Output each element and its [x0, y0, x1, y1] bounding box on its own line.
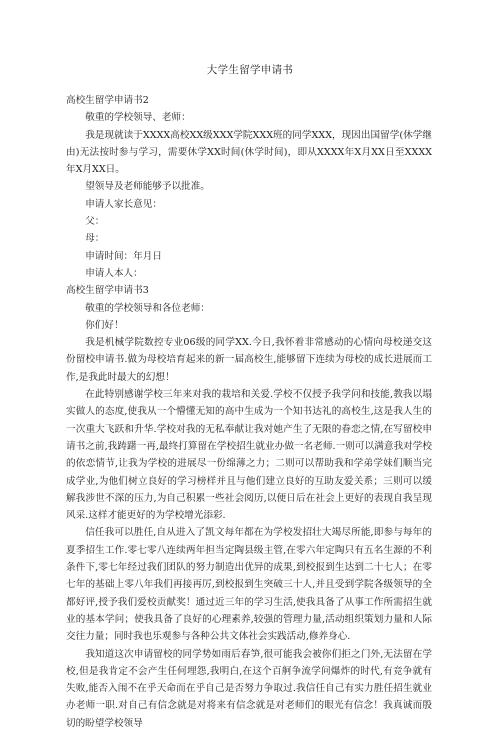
- body-paragraph: 我知道这次申请留校的同学势如雨后春笋,很可能我会被你们拒之门外,无法留在学校,但是我肯定不会产生任何埋怨,我明白,在这个百舸争流学问爆炸的时代,有竞争就有失败,能否入闱不在乎天命而在乎自己是否努力争取过.我信任自己有实力胜任招生就业办老师一职.对自己有信念就是对将来有信念就是对老师们的眼光有信念！我真诚而殷切的盼望学校领导: [66, 648, 432, 729]
- body-paragraph: 父：: [85, 216, 105, 228]
- body-paragraph: 敬重的学校领导和各位老师：: [85, 302, 210, 314]
- document-title: 大学生留学申请书: [206, 64, 294, 76]
- body-paragraph: 申请人本人：: [85, 267, 143, 279]
- body-paragraph: 母：: [85, 233, 105, 245]
- body-paragraph: 望领导及老师能够予以批准。: [85, 181, 210, 193]
- body-paragraph: 我是现就读于XXXX高校XX级XXX学院XXX班的同学XXX，现因出国留学(休学继由)无法按时参与学习，需要休学XX时间(休学时间)，即从XXXX年X月XX日至XXXX年X月XX日。: [66, 129, 432, 176]
- body-paragraph: 在此特别感谢学校三年来对我的栽培和关爱.学校不仅授予我学问和技能,教我以塌实做人的态度,使我从一个懵懂无知的高中生成为一个知书达礼的高校生,这是我人生的一次重大飞跃和升华.学校对我的无私奉献让我对她产生了无限的眷恋之情,在写留校申请书之前,我踌躇一再,最终打算留在学校招生就业办做一名老师.一则可以满意我对学校的依恋情节,让我为学校的进展尽一份绵薄之力；二则可以帮助我和学弟学妹们顺当完成学业,为他们树立良好的学习榜样并且与他们建立良好的互助友爱关系；三则可以缓解我涉世不深的压力,为自己积累一些社会阅历,以便日后在社会上更好的表现自我呈现风采.这样才能更好的为学校增光添彩.: [66, 389, 432, 522]
- body-paragraph: 申请时间：年月日: [85, 250, 162, 262]
- body-paragraph: 我是机械学院数控专业06级的同学XX.今日,我怀着非常感动的心情向母校递交这份留校申请书.做为母校培育起来的新一届高校生,能够留下连续为母校的成长进展而工作,是我此时最大的幻想！: [66, 337, 432, 383]
- body-paragraph: 申请人家长意见：: [85, 198, 162, 210]
- section-heading: 高校生留学申请书2: [66, 95, 149, 106]
- body-paragraph: 敬重的学校领导、老师：: [85, 112, 191, 124]
- section-heading: 高校生留学申请书3: [66, 285, 149, 297]
- body-paragraph: 你们好！: [85, 319, 124, 331]
- body-paragraph: 信任我可以胜任,自从进入了凯文每年都在为学校发招壮大竭尽所能,即参与每年的夏季招生工作.零七零八连续两年担当定陶县级主管,在零六年定陶只有五名生源的不利条件下,零七年经过我们团队的努力制造出优异的成果,到校报到生达到二十七人；在零七年的基础上零八年我们再接再厉,到校报到生突破三十人,并且受到学院各级领导的全都好评,授予我们爱校贡献奖！通过近三年的学习生活,使我具备了从事工作所需招生就业的基本学问；使我具备了良好的心理素养,较强的管理力量,活动组织策划力量和人际交往力量；同时我也乐观参与各种公共文体社会实践活动,修养身心.: [66, 527, 432, 643]
- document-body: [66, 92, 432, 732]
